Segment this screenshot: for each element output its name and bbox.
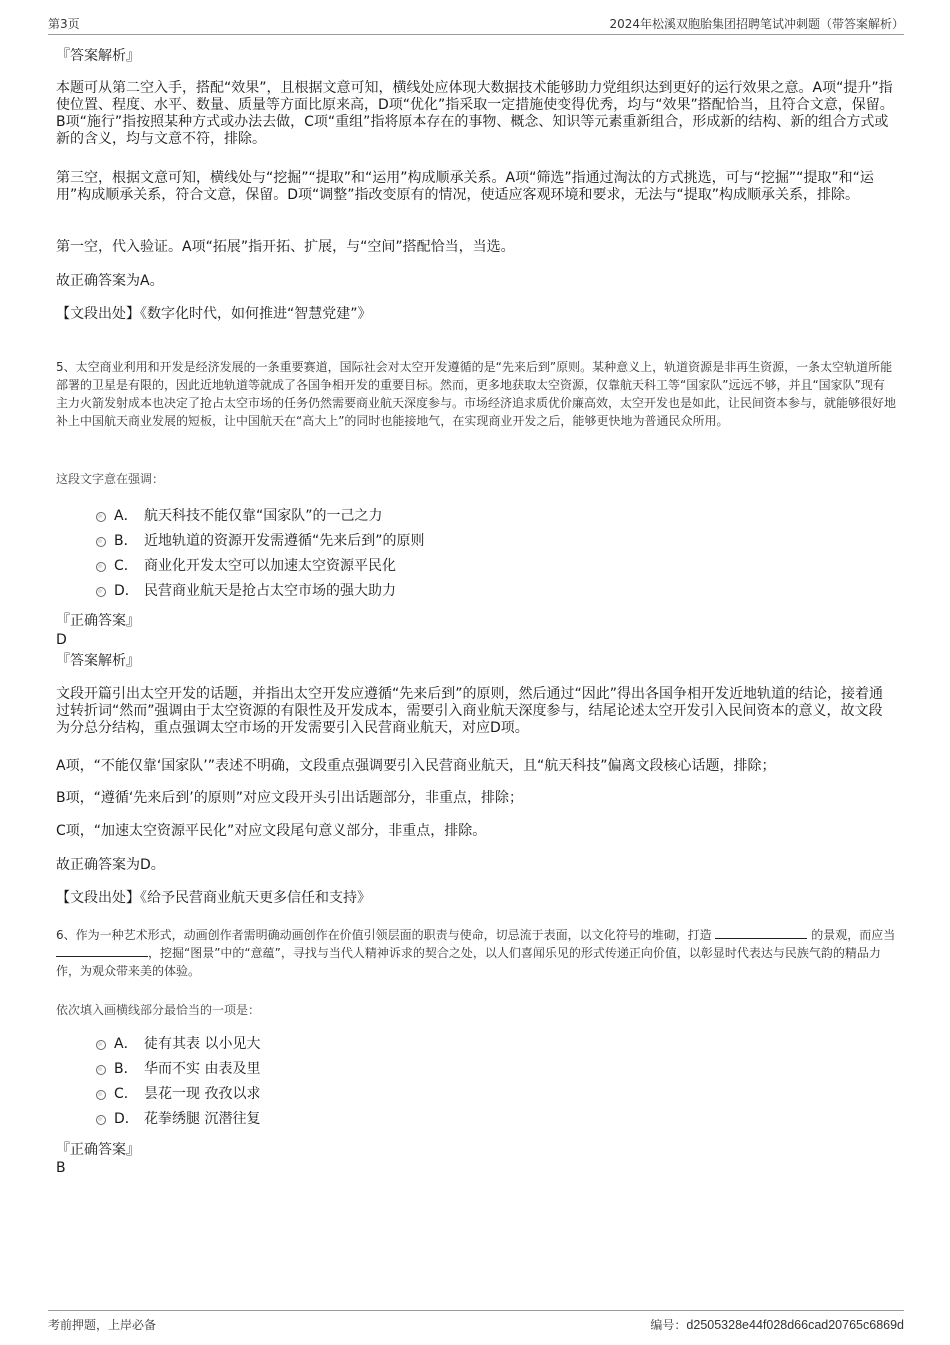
q5-option-c[interactable]: C． 商业化开发太空可以加速太空资源平民化 <box>56 554 896 579</box>
q5-prompt: 这段文字意在强调： <box>56 472 165 486</box>
radio-icon[interactable] <box>96 1065 106 1075</box>
q6-stem: 6、作为一种艺术形式，动画创作者需明确动画创作在价值引领层面的职责与使命，切忌流于表面，以文化符号的堆砌，打造 的景观，而应当 ，挖掘“图景”中的“意蕴”，寻找与当代人精神诉求的契合之处，以人们喜闻乐见的形式传递正向价值，以彰显时代表达与民族气韵的精品力作，为观众带来美的体验。 <box>56 928 896 978</box>
q6-option-d[interactable]: D． 花拳绣腿 沉潜往复 <box>56 1107 896 1132</box>
footer-slogan: 考前押题，上岸必备 <box>48 1318 157 1332</box>
q4-analysis-para-3: 第一空，代入验证。A项“拓展”指开拓、扩展，与“空间”搭配恰当，当选。 <box>56 239 515 255</box>
document-title: 2024年松溪双胞胎集团招聘笔试冲刺题（带答案解析） <box>609 17 904 31</box>
q6-answer-label: 『正确答案』 <box>56 1142 140 1158</box>
q4-analysis-label: 『答案解析』 <box>56 48 140 64</box>
q5-option-d[interactable]: D． 民营商业航天是抢占太空市场的强大助力 <box>56 579 896 604</box>
q5-option-a[interactable]: A． 航天科技不能仅靠“国家队”的一己之力 <box>56 504 896 529</box>
q4-analysis-para-4: 故正确答案为A。 <box>56 273 164 289</box>
radio-icon[interactable] <box>96 587 106 597</box>
radio-icon[interactable] <box>96 1040 106 1050</box>
q5-analysis-para-1: 文段开篇引出太空开发的话题，并指出太空开发应遵循“先来后到”的原则，然后通过“因此”得出各国争相开发近地轨道的结论，接着通过转折词“然而”强调由于太空资源的有限性及开发成本，需要引入商业航天深度参与，结尾论述太空开发引入民间资本的意义，故文段为分总分结构，重点强调太空市场的开发需要引入民营商业航天，对应D项。 <box>56 686 884 736</box>
q4-analysis-para-1: 本题可从第二空入手，搭配“效果”，且根据文意可知，横线处应体现大数据技术能够助力党组织达到更好的运行效果之意。A项“提升”指使位置、程度、水平、数量、质量等方面比原来高，D项“优化”指采取一定措施使变得优秀，均与“效果”搭配恰当，且符合文意，保留。B项“施行”指按照某种方式或办法去做，C项“重组”指将原本存在的事物、概念、知识等元素重新组合，形成新的结构、新的组合方式或新的含义，均与文意不符，排除。 <box>56 80 894 147</box>
page-number: 第3页 <box>48 17 80 31</box>
q5-options <box>56 504 896 604</box>
q4-analysis-para-2: 第三空，根据文意可知，横线处与“挖掘”“提取”和“运用”构成顺承关系。A项“筛选”指通过淘汰的方式挑选，可与“挖掘”“提取”和“运用”构成顺承关系，符合文意，保留。D项“调整”指改变原有的情况，使适应客观环境和要求，无法与“提取”构成顺承关系，排除。 <box>56 170 874 203</box>
radio-icon[interactable] <box>96 512 106 522</box>
q4-source: 【文段出处】《数字化时代，如何推进“智慧党建”》 <box>56 306 372 322</box>
q6-option-c[interactable]: C． 昙花一现 孜孜以求 <box>56 1082 896 1107</box>
q5-source: 【文段出处】《给予民营商业航天更多信任和支持》 <box>56 890 371 906</box>
q6-options <box>56 1032 896 1132</box>
q5-analysis-para-4: C项，“加速太空资源平民化”对应文段尾句意义部分，非重点，排除。 <box>56 823 487 839</box>
q5-analysis-label: 『答案解析』 <box>56 653 140 669</box>
document-code: 编号：d2505328e44f028d66cad20765c6869d <box>650 1318 904 1332</box>
blank-1 <box>715 927 807 939</box>
q6-prompt: 依次填入画横线部分最恰当的一项是： <box>56 1003 261 1017</box>
radio-icon[interactable] <box>96 1115 106 1125</box>
q5-analysis-para-2: A项，“不能仅靠‘国家队’”表述不明确，文段重点强调要引入民营商业航天，且“航天科技”偏离文段核心话题，排除； <box>56 758 776 774</box>
q5-answer-label: 『正确答案』 <box>56 613 140 629</box>
blank-2 <box>56 945 148 957</box>
q5-stem: 5、太空商业利用和开发是经济发展的一条重要赛道，国际社会对太空开发遵循的是“先来后到”原则。某种意义上，轨道资源是非再生资源，一条太空轨道所能部署的卫星是有限的，因此近地轨道等就成了各国争相开发的重要目标。然而，更多地获取太空资源，仅靠航天科工等“国家队”远远不够，并且“国家队”现有主力火箭发射成本也决定了抢占太空市场的任务仍然需要商业航天深度参与。市场经济追求质优价廉高效，太空开发也是如此，让民间资本参与，就能够很好地补上中国航天商业发展的短板，让中国航天在“高大上”的同时也能接地气，在实现商业开发之后，能够更快地为普通民众所用。 <box>56 360 897 428</box>
q5-analysis-para-3: B项，“遵循‘先来后到’的原则”对应文段开头引出话题部分，非重点，排除； <box>56 790 524 806</box>
radio-icon[interactable] <box>96 537 106 547</box>
page-header <box>48 12 904 35</box>
q6-option-a[interactable]: A． 徒有其表 以小见大 <box>56 1032 896 1057</box>
q6-option-b[interactable]: B． 华而不实 由表及里 <box>56 1057 896 1082</box>
q6-answer: B <box>56 1160 66 1176</box>
radio-icon[interactable] <box>96 562 106 572</box>
page-footer <box>48 1310 904 1335</box>
radio-icon[interactable] <box>96 1090 106 1100</box>
q5-answer: D <box>56 632 67 648</box>
q5-option-b[interactable]: B． 近地轨道的资源开发需遵循“先来后到”的原则 <box>56 529 896 554</box>
q5-analysis-para-5: 故正确答案为D。 <box>56 857 165 873</box>
